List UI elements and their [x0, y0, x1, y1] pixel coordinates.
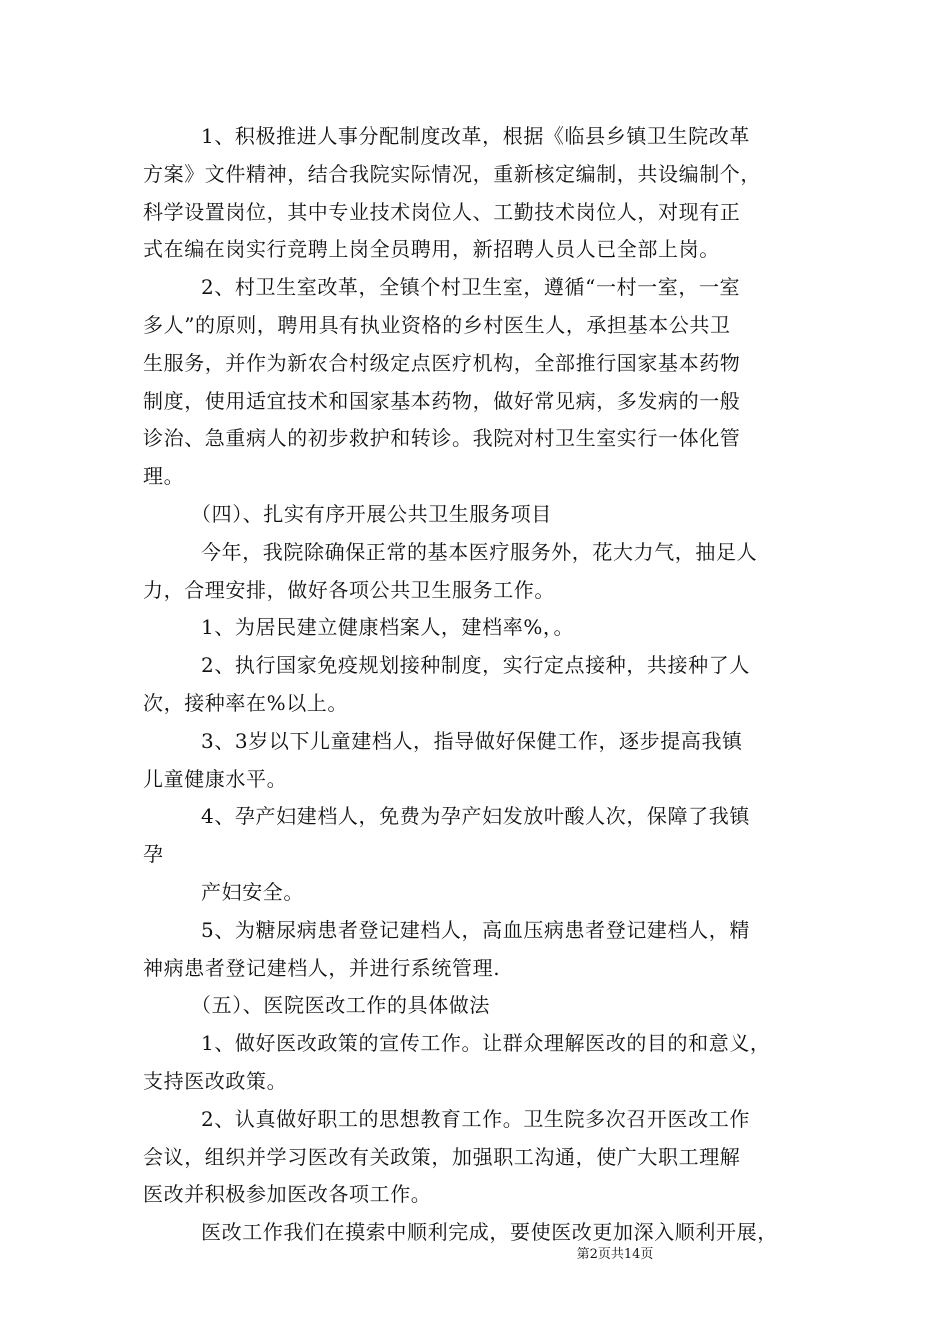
- text-line: 方案》文件精神，结合我院实际情况，重新核定编制，共设编制个，: [143, 161, 761, 186]
- text-line: 儿童健康水平。: [143, 766, 288, 791]
- text-line: 2、认真做好职工的思想教育工作。卫生院多次召开医改工作: [201, 1106, 750, 1131]
- text-line: 产妇安全。: [201, 879, 304, 904]
- text-line: 生服务，并作为新农合村级定点医疗机构，全部推行国家基本药物: [143, 350, 741, 375]
- text-line: 力，合理安排，做好各项公共卫生服务工作。: [143, 577, 555, 602]
- text-line: 诊治、急重病人的初步救护和转诊。我院对村卫生室实行一体化管: [143, 426, 741, 451]
- text-line: 科学设置岗位，其中专业技术岗位人、工勤技术岗位人，对现有正: [143, 199, 741, 224]
- text-line: 1、做好医改政策的宣传工作。让群众理解医改的目的和意义，: [201, 1031, 771, 1056]
- text-line: 1、为居民建立健康档案人，建档率%，。: [201, 615, 575, 640]
- text-line: 孕: [143, 842, 164, 867]
- text-line: 次，接种率在%以上。: [143, 690, 349, 715]
- text-line: 医改并积极参加医改各项工作。: [143, 1182, 432, 1207]
- text-line: 式在编在岗实行竞聘上岗全员聘用，新招聘人员人已全部上岗。: [143, 237, 720, 262]
- text-line: 4、孕产妇建档人，免费为孕产妇发放叶酸人次，保障了我镇: [201, 804, 750, 829]
- section-heading: （四）、扎实有序开展公共卫生服务项目: [191, 501, 552, 526]
- text-line: 制度，使用适宜技术和国家基本药物，做好常见病，多发病的一般: [143, 388, 741, 413]
- text-line: 2、执行国家免疫规划接种制度，实行定点接种，共接种了人: [201, 653, 750, 678]
- text-line: 5、为糖尿病患者登记建档人，高血压病患者登记建档人，精: [201, 917, 750, 942]
- text-line: 多人”的原则，聘用具有执业资格的乡村医生人，承担基本公共卫: [143, 312, 731, 337]
- text-line: 会议，组织并学习医改有关政策，加强职工沟通，使广大职工理解: [143, 1144, 741, 1169]
- text-line: 今年，我院除确保正常的基本医疗服务外，花大力气，抽足人: [201, 539, 758, 564]
- text-line: 1、积极推进人事分配制度改革，根据《临县乡镇卫生院改革: [201, 124, 750, 148]
- text-line: 医改工作我们在摸索中顺利完成，要使医改更加深入顺利开展，: [201, 1220, 778, 1245]
- section-heading: （五）、医院医改工作的具体做法: [191, 993, 490, 1018]
- text-line: 支持医改政策。: [143, 1068, 288, 1093]
- text-line: 2、村卫生室改革，全镇个村卫生室，遵循“一村一室，一室: [201, 275, 741, 300]
- text-line: 神病患者登记建档人，并进行系统管理.: [143, 955, 501, 980]
- text-line: 理。: [143, 464, 185, 489]
- page-number-footer: 第2页共14页: [576, 1247, 654, 1262]
- text-line: 3、3岁以下儿童建档人，指导做好保健工作，逐步提高我镇: [201, 728, 743, 753]
- body-text: [143, 118, 823, 1252]
